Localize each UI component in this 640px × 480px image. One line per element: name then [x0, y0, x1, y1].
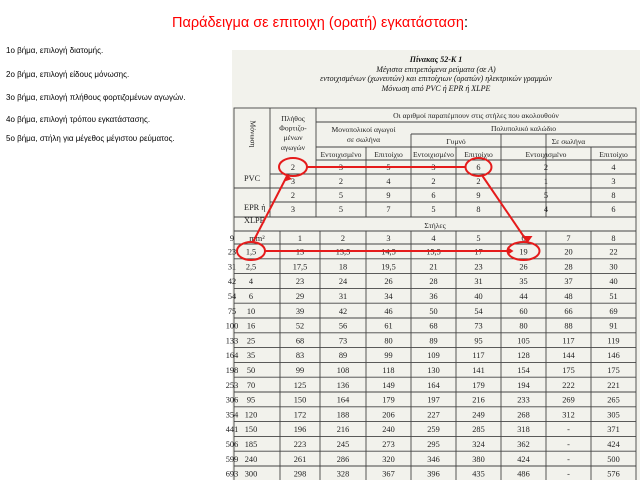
current-cell: 40 — [609, 277, 618, 287]
current-cell: 14,5 — [381, 247, 396, 257]
section-cell: 16 — [246, 321, 256, 331]
section-cell: 150 — [244, 425, 258, 435]
current-cell: 89 — [338, 351, 348, 361]
current-cell: 15,5 — [426, 247, 441, 257]
ref-cell: 2 — [290, 163, 296, 172]
single-conductor-header: Μονοπολικοί αγωγοί — [331, 125, 396, 134]
column-number: 5 — [476, 234, 481, 243]
sub-header: Επιτοίχιο — [464, 150, 493, 159]
current-cell: 223 — [293, 440, 307, 449]
current-cell: 117 — [472, 351, 485, 361]
current-cell: 18 — [338, 262, 348, 272]
current-cell: 23 — [227, 247, 237, 257]
current-cell: 441 — [225, 425, 239, 435]
current-cell: 240 — [382, 425, 395, 435]
ref-cell: 6 — [476, 163, 481, 172]
current-cell: 42 — [338, 306, 348, 316]
current-cell: 506 — [225, 440, 239, 449]
current-cell: 56 — [338, 321, 348, 331]
current-cell: 197 — [427, 395, 440, 405]
ref-cell: 5 — [338, 205, 344, 214]
current-cell: 179 — [382, 395, 395, 405]
current-cell: - — [567, 454, 570, 464]
current-cell: 500 — [607, 454, 620, 464]
current-cell: 108 — [336, 366, 350, 375]
current-cell: 269 — [562, 395, 575, 405]
column-number: 3 — [386, 234, 391, 243]
current-cell: 50 — [429, 306, 438, 316]
current-cell: 99 — [384, 351, 393, 361]
ref-cell: 9 — [386, 191, 391, 200]
table-caption-line-3: Μόνωση από PVC ή EPR ή XLPE — [381, 83, 491, 93]
current-cell: 54 — [227, 292, 237, 301]
current-cell: 130 — [427, 366, 440, 375]
current-cell: 175 — [607, 366, 620, 375]
column-number: 1 — [297, 234, 303, 243]
current-cell: 306 — [225, 395, 239, 405]
count-header-line: Πλήθος — [281, 114, 305, 123]
current-cell: 19 — [519, 247, 528, 257]
current-cell: 136 — [336, 380, 350, 390]
current-cell: 39 — [295, 306, 305, 316]
current-cell: 19,5 — [381, 262, 396, 272]
current-cell: 17 — [474, 247, 483, 257]
current-cell: 179 — [472, 380, 485, 390]
insulation-epr: EPR ή — [244, 203, 266, 212]
current-cell: 312 — [562, 410, 575, 420]
current-cell: 149 — [382, 380, 395, 390]
section-cell: 6 — [248, 292, 254, 301]
current-cell: 295 — [427, 440, 440, 449]
current-cell: 273 — [382, 440, 395, 449]
section-cell: 300 — [244, 469, 258, 479]
table-caption-line-2: εντοιχισμένων (χωνευτών) και επιτοίχιων (ορατών) ηλεκτρικών γραμμών — [320, 74, 552, 84]
current-cell: 34 — [384, 292, 393, 301]
tube-header: Σε σωλήνα — [551, 137, 586, 146]
current-cell: 21 — [429, 262, 438, 272]
multi-cable-header: Πολυπολικό καλώδιο — [490, 124, 557, 133]
column-number: 9 — [229, 234, 235, 243]
current-cell: 286 — [336, 454, 350, 464]
current-cell: 486 — [517, 469, 530, 479]
current-cell: 26 — [384, 277, 393, 287]
current-cell: 117 — [562, 336, 575, 346]
current-cell: 51 — [609, 292, 618, 301]
bare-header: Γυμνό — [446, 137, 466, 146]
current-cell: 298 — [293, 469, 307, 479]
count-header-line: μένων — [283, 133, 303, 143]
current-cell: 354 — [225, 410, 239, 420]
current-cell: 164 — [427, 380, 440, 390]
current-cell: 118 — [382, 366, 395, 375]
current-cell: 233 — [517, 395, 530, 405]
current-cell: 324 — [472, 440, 485, 449]
columns-title: Στήλες — [424, 221, 446, 230]
current-cell: 28 — [429, 277, 438, 287]
section-cell: 185 — [244, 440, 258, 449]
table-caption-line-1: Μέγιστα επιτρεπόμενα ρεύματα (σε Α) — [376, 64, 496, 74]
current-cell: 216 — [336, 425, 350, 435]
current-cell: 66 — [564, 306, 573, 316]
section-cell: 25 — [246, 336, 256, 346]
ref-cell: 8 — [611, 191, 616, 200]
current-cell: 346 — [427, 454, 440, 464]
sub-header: Επιτοίχιο — [599, 150, 628, 159]
ref-cell: 3 — [290, 177, 296, 186]
section-cell: 70 — [246, 380, 256, 390]
current-cell: 265 — [607, 395, 620, 405]
current-cell: 196 — [293, 425, 307, 435]
section-cell: 120 — [244, 410, 258, 420]
ref-cell: 8 — [476, 205, 481, 214]
current-cell: 95 — [474, 336, 483, 346]
current-cell: 109 — [427, 351, 440, 361]
table-scan — [225, 50, 640, 480]
current-cell: 80 — [384, 336, 393, 346]
current-cell: 105 — [517, 336, 530, 346]
current-cell: - — [567, 440, 570, 449]
current-cell: 60 — [519, 306, 528, 316]
current-cell: 20 — [564, 247, 573, 257]
current-cell: 328 — [336, 469, 350, 479]
ref-cell: 9 — [476, 191, 481, 200]
current-cell: 305 — [607, 410, 620, 420]
current-cell: 69 — [609, 306, 618, 316]
current-cell: 42 — [227, 277, 237, 287]
current-cell: 362 — [517, 440, 530, 449]
current-cell: 28 — [564, 262, 573, 272]
section-cell: 1,5 — [245, 247, 257, 257]
current-cell: 89 — [429, 336, 438, 346]
insulation-pvc: PVC — [244, 174, 261, 183]
current-cell: 73 — [338, 336, 348, 346]
current-cell: 40 — [474, 292, 483, 301]
column-number: 8 — [611, 234, 616, 243]
section-cell: 240 — [244, 454, 258, 464]
current-cell: 73 — [474, 321, 483, 331]
current-cell: 693 — [225, 469, 239, 479]
current-cell: 23 — [295, 277, 305, 287]
current-cell: 141 — [472, 366, 485, 375]
current-cell: 380 — [472, 454, 485, 464]
current-cell: 31 — [474, 277, 483, 287]
current-cell: 29 — [295, 292, 305, 301]
current-cell: 576 — [607, 469, 620, 479]
ref-cell: 6 — [431, 191, 436, 200]
current-cell: 99 — [295, 366, 305, 375]
current-cell: 194 — [517, 380, 530, 390]
current-cell: 222 — [562, 380, 575, 390]
count-header-line: Φορτιζο- — [279, 123, 307, 133]
current-cell: 188 — [336, 410, 350, 420]
ref-cell: 2 — [338, 177, 344, 186]
current-cell: 31 — [227, 262, 237, 272]
current-cell: 26 — [519, 262, 528, 272]
current-cell: 22 — [609, 247, 618, 257]
ref-cell: 5 — [338, 191, 344, 200]
current-cell: 371 — [607, 425, 620, 435]
current-cell: 424 — [607, 440, 620, 449]
current-cell: 259 — [427, 425, 440, 435]
column-number: 6 — [521, 234, 526, 243]
step-3: 3ο βήμα, επιλογή πλήθους φορτιζομένων αγωγών. — [6, 93, 186, 102]
ref-cell: 5 — [431, 205, 436, 214]
current-cell: - — [567, 469, 570, 479]
ref-cell: 6 — [611, 205, 616, 214]
current-cell: 46 — [384, 306, 393, 316]
current-cell: 100 — [225, 321, 239, 331]
current-cell: 35 — [519, 277, 528, 287]
current-cell: 119 — [607, 336, 620, 346]
column-number: 4 — [431, 234, 436, 243]
current-cell: 17,5 — [292, 262, 308, 272]
column-number: mm² — [249, 234, 265, 243]
current-cell: 125 — [293, 380, 307, 390]
current-cell: 54 — [474, 306, 483, 316]
step-2: 2ο βήμα, επιλογή είδους μόνωσης. — [6, 70, 130, 79]
ref-cell: 4 — [611, 163, 616, 172]
current-cell: 48 — [564, 292, 573, 301]
arrow-ref-to-column — [483, 176, 528, 242]
current-cell: 424 — [517, 454, 530, 464]
current-cell: 172 — [293, 410, 307, 420]
instruction-text: Οι αριθμοί παραπέμπουν στις στήλες που ακολουθούν — [393, 111, 559, 120]
section-cell: 2,5 — [245, 262, 257, 272]
current-cell: 91 — [609, 321, 618, 331]
sub-header: Επιτοίχιο — [374, 150, 403, 159]
current-cell: 36 — [429, 292, 438, 301]
current-cell: 37 — [564, 277, 573, 287]
current-cell: 83 — [295, 351, 305, 361]
section-cell: 95 — [246, 395, 256, 405]
current-cell: 146 — [607, 351, 620, 361]
current-cell: 31 — [338, 292, 348, 301]
current-cell: 367 — [382, 469, 395, 479]
insulation-xlpe: XLPE — [244, 216, 265, 225]
ref-cell: 2 — [290, 191, 296, 200]
current-cell: 245 — [336, 440, 350, 449]
step-4: 4ο βήμα, επιλογή τρόπου εγκατάστασης. — [6, 115, 151, 124]
current-cell: 318 — [517, 425, 530, 435]
current-cell: 249 — [472, 410, 485, 420]
step-1: 1ο βήμα, επιλογή διατομής. — [6, 46, 104, 55]
current-cell: 198 — [225, 366, 239, 375]
current-cell: 221 — [607, 380, 620, 390]
current-cell: 68 — [429, 321, 438, 331]
ref-cell: 4 — [543, 205, 549, 214]
current-cell: 261 — [293, 454, 307, 464]
section-cell: 4 — [248, 277, 254, 287]
current-cell: 154 — [517, 366, 530, 375]
current-table — [225, 50, 640, 480]
current-cell: 164 — [336, 395, 350, 405]
ref-cell: 2 — [431, 177, 436, 186]
side-header: Μόνωση — [248, 120, 258, 148]
column-number: 2 — [340, 234, 346, 243]
current-cell: 133 — [225, 336, 239, 346]
current-cell: 599 — [225, 454, 239, 464]
current-cell: 175 — [562, 366, 575, 375]
current-cell: 206 — [382, 410, 395, 420]
title-text: Παράδειγμα σε επιτοιχη (ορατή) εγκατάσταση — [171, 15, 464, 31]
sub-header: Εντοιχισμένο — [320, 150, 362, 159]
current-cell: 13 — [295, 247, 305, 257]
current-cell: 216 — [472, 395, 485, 405]
ref-cell: 3 — [338, 163, 344, 172]
current-cell: 253 — [225, 380, 239, 390]
current-cell: 75 — [227, 306, 237, 316]
ref-cell: 7 — [386, 205, 391, 214]
current-cell: - — [567, 425, 570, 435]
current-cell: 80 — [519, 321, 528, 331]
page-title — [0, 14, 640, 32]
current-cell: 268 — [517, 410, 530, 420]
current-cell: 52 — [295, 321, 305, 331]
sub-header: Εντοιχισμένο — [413, 150, 454, 159]
current-cell: 23 — [474, 262, 483, 272]
column-number: 7 — [566, 234, 571, 243]
current-cell: 44 — [519, 292, 528, 301]
current-cell: 61 — [384, 321, 393, 331]
section-cell: 50 — [246, 366, 256, 375]
current-cell: 24 — [338, 277, 348, 287]
current-cell: 13,5 — [335, 247, 351, 257]
single-conductor-header: σε σωλήνα — [346, 135, 381, 144]
current-cell: 68 — [295, 336, 305, 346]
ref-cell: 5 — [386, 163, 391, 172]
current-cell: 144 — [562, 351, 575, 361]
ref-cell: 3 — [431, 163, 436, 172]
ref-cell: 1 — [543, 177, 549, 186]
ref-cell: 4 — [386, 177, 391, 186]
section-cell: 35 — [246, 351, 256, 361]
current-cell: 150 — [293, 395, 307, 405]
ref-cell: 2 — [476, 177, 481, 186]
current-cell: 435 — [472, 469, 485, 479]
current-cell: 285 — [472, 425, 485, 435]
step-5: 5ο βήμα, στήλη για μέγεθος μέγιστου ρεύματος. — [6, 134, 175, 143]
current-cell: 396 — [427, 469, 440, 479]
current-cell: 128 — [517, 351, 530, 361]
ref-cell: 3 — [611, 177, 616, 186]
current-cell: 88 — [564, 321, 573, 331]
ref-cell: 2 — [543, 163, 549, 172]
current-cell: 30 — [609, 262, 618, 272]
sub-header: Εντοιχισμένο — [525, 150, 567, 159]
count-header-line: αγωγών — [280, 142, 306, 152]
arrowhead-result — [508, 247, 514, 255]
current-cell: 164 — [225, 351, 239, 361]
current-cell: 227 — [427, 410, 440, 420]
ref-cell: 5 — [543, 191, 549, 200]
ref-cell: 3 — [290, 205, 296, 214]
table-number: Πίνακας 52-Κ 1 — [409, 55, 463, 64]
current-cell: 320 — [382, 454, 395, 464]
section-cell: 10 — [246, 306, 256, 316]
title-suffix: : — [464, 15, 469, 31]
